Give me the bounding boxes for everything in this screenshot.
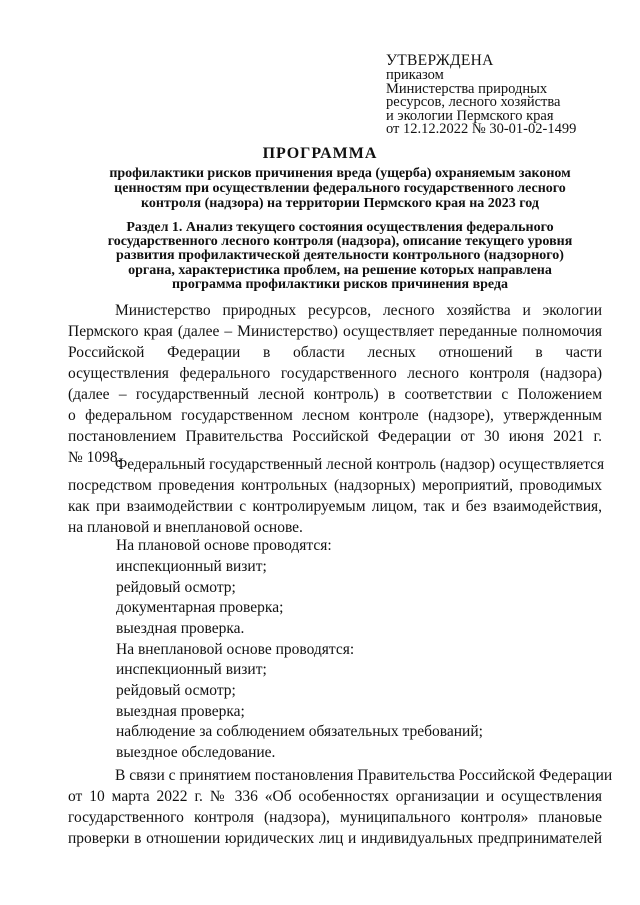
unplanned-item: выездная проверка;	[116, 703, 245, 720]
paragraph-line: проверки в отношении юридических лиц и индивидуальных предпринимателей	[68, 830, 602, 847]
subtitle-line: ценностям при осуществлении федерального государственного лесного	[114, 181, 566, 196]
approval-line: ресурсов, лесного хозяйства	[386, 94, 561, 110]
unplanned-item: выездное обследование.	[116, 744, 276, 761]
planned-item: документарная проверка;	[116, 599, 284, 616]
section-line: органа, характеристика проблем, на решение которых направлена	[128, 262, 552, 278]
approval-line: Министерства природных	[386, 80, 548, 97]
paragraph-line: посредством проведения контрольных (надзорных) мероприятий, проводимых	[68, 477, 602, 494]
document-subtitle	[80, 166, 600, 211]
paragraph-line: Пермского края (далее – Министерство) осуществляет переданные полномочия	[68, 323, 602, 340]
paragraph-line: (далее – государственный лесной контроль) в соответствии с Положением	[68, 386, 602, 403]
section-heading	[82, 221, 598, 292]
paragraph-line: Федеральный государственный лесной контроль (надзор) осуществляется	[115, 456, 605, 473]
paragraph-line: В связи с принятием постановления Правительства Российской Федерации	[115, 767, 613, 784]
planned-item: выездная проверка.	[116, 620, 245, 637]
paragraph-line: от 10 марта 2022 г. № 336 «Об особенностях организации и осуществления	[68, 788, 602, 805]
section-line: Раздел 1. Анализ текущего состояния осуществления федерального	[126, 220, 554, 235]
unplanned-heading: На внеплановой основе проводятся:	[116, 641, 355, 658]
paragraph-line: № 1098.	[68, 449, 122, 466]
planned-item: рейдовый осмотр;	[116, 579, 236, 596]
paragraph-3	[68, 765, 613, 849]
subtitle-line: контроля (надзора) на территории Пермского края на 2023 год	[141, 196, 539, 211]
unplanned-item: наблюдение за соблюдением обязательных требований;	[116, 723, 483, 740]
approval-line: и экологии Пермского края	[386, 107, 554, 124]
subtitle-line: профилактики рисков причинения вреда (ущерба) охраняемым законом	[109, 166, 571, 181]
section-line: государственного лесного контроля (надзора), описание текущего уровня	[107, 234, 573, 250]
paragraph-line: Министерство природных ресурсов, лесного хозяйства и экологии	[115, 302, 602, 319]
paragraph-2	[68, 454, 605, 538]
unplanned-item: инспекционный визит;	[116, 661, 267, 678]
approval-line: от 12.12.2022 № 30-01-02-1499	[386, 121, 577, 137]
paragraph-1	[68, 300, 602, 468]
document-title: ПРОГРАММА	[262, 145, 378, 162]
paragraph-line: постановлением Правительства Российской Федерации от 30 июня 2021 г.	[68, 428, 602, 445]
paragraph-line: на плановой и внеплановой основе.	[68, 519, 303, 536]
approval-line: приказом	[386, 67, 444, 83]
paragraph-line: осуществления федерального государственного лесного контроля (надзора)	[68, 365, 602, 382]
unplanned-item: рейдовый осмотр;	[116, 682, 236, 699]
approval-stamp	[386, 53, 576, 137]
section-line: программа профилактики рисков причинения вреда	[171, 276, 509, 292]
section-line: развития профилактической деятельности контрольного (надзорного)	[116, 248, 564, 264]
planned-item: инспекционный визит;	[116, 558, 267, 575]
paragraph-line: государственного контроля (надзора), муниципального контроля» плановые	[68, 809, 602, 826]
paragraph-line: как при взаимодействии с контролируемым лицом, так и без взаимодействия,	[68, 498, 602, 515]
paragraph-line: о федеральном государственном лесном контроле (надзоре), утвержденным	[68, 407, 602, 424]
paragraph-line: Российской Федерации в области лесных отношений в части	[68, 344, 602, 361]
planned-heading: На плановой основе проводятся:	[116, 537, 332, 554]
approval-heading: УТВЕРЖДЕНА	[386, 52, 494, 69]
